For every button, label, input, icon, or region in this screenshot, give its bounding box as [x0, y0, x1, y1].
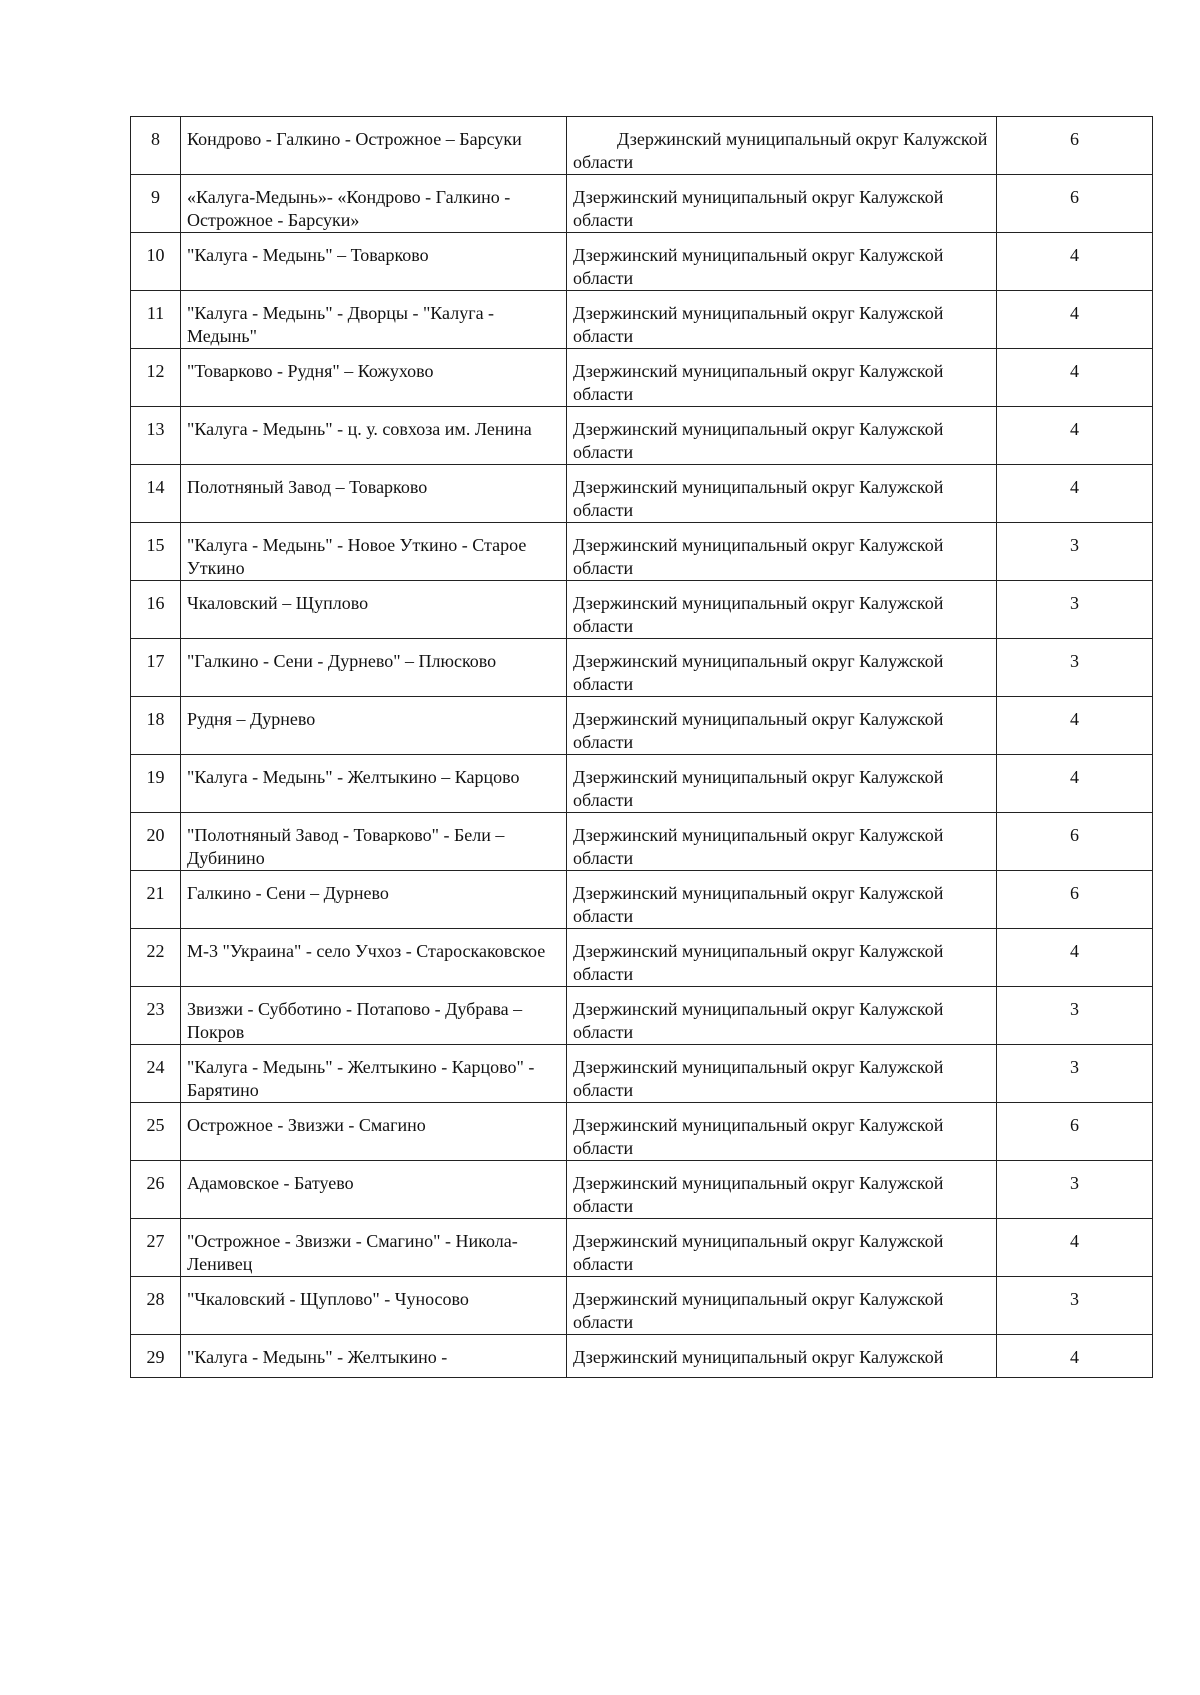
- road-value: 3: [997, 581, 1153, 639]
- road-value: 4: [997, 291, 1153, 349]
- table-row: [131, 639, 1153, 697]
- row-number: 12: [131, 349, 181, 407]
- row-number: 9: [131, 175, 181, 233]
- roads-table: [130, 116, 1153, 1378]
- row-number: 13: [131, 407, 181, 465]
- road-name: «Калуга-Медынь»- «Кондрово - Галкино - Острожное - Барсуки»: [181, 175, 567, 233]
- row-number: 18: [131, 697, 181, 755]
- row-number: 11: [131, 291, 181, 349]
- road-value: 6: [997, 117, 1153, 175]
- road-value: 3: [997, 1277, 1153, 1335]
- table-row: [131, 291, 1153, 349]
- road-value: 3: [997, 1045, 1153, 1103]
- table-row: [131, 349, 1153, 407]
- district-name: Дзержинский муниципальный округ Калужской области: [567, 1045, 997, 1103]
- road-name: "Калуга - Медынь" - Желтыкино - Карцово" - Барятино: [181, 1045, 567, 1103]
- table-row: [131, 813, 1153, 871]
- row-number: 26: [131, 1161, 181, 1219]
- row-number: 28: [131, 1277, 181, 1335]
- district-name: Дзержинский муниципальный округ Калужской области: [567, 1161, 997, 1219]
- row-number: 23: [131, 987, 181, 1045]
- road-value: 4: [997, 349, 1153, 407]
- district-name: Дзержинский муниципальный округ Калужской области: [567, 233, 997, 291]
- district-name: Дзержинский муниципальный округ Калужской области: [567, 871, 997, 929]
- table-row: [131, 697, 1153, 755]
- road-name: М-3 "Украина" - село Учхоз - Староскаковское: [181, 929, 567, 987]
- road-value: 6: [997, 175, 1153, 233]
- road-name: Галкино - Сени – Дурнево: [181, 871, 567, 929]
- road-name: Полотняный Завод – Товарково: [181, 465, 567, 523]
- district-name: Дзержинский муниципальный округ Калужской области: [567, 813, 997, 871]
- row-number: 19: [131, 755, 181, 813]
- road-value: 6: [997, 813, 1153, 871]
- row-number: 29: [131, 1335, 181, 1378]
- row-number: 10: [131, 233, 181, 291]
- table-row: [131, 1277, 1153, 1335]
- district-name: Дзержинский муниципальный округ Калужской области: [567, 639, 997, 697]
- road-value: 4: [997, 755, 1153, 813]
- district-name: Дзержинский муниципальный округ Калужской области: [567, 929, 997, 987]
- row-number: 16: [131, 581, 181, 639]
- row-number: 27: [131, 1219, 181, 1277]
- road-name: "Чкаловский - Щуплово" - Чуносово: [181, 1277, 567, 1335]
- row-number: 22: [131, 929, 181, 987]
- road-name: Кондрово - Галкино - Острожное – Барсуки: [181, 117, 567, 175]
- row-number: 14: [131, 465, 181, 523]
- road-value: 4: [997, 233, 1153, 291]
- road-name: "Товарково - Рудня" – Кожухово: [181, 349, 567, 407]
- road-value: 3: [997, 523, 1153, 581]
- table-row: [131, 175, 1153, 233]
- road-value: 6: [997, 871, 1153, 929]
- row-number: 21: [131, 871, 181, 929]
- district-name: Дзержинский муниципальный округ Калужской области: [567, 407, 997, 465]
- road-name: "Острожное - Звизжи - Смагино" - Никола-Ленивец: [181, 1219, 567, 1277]
- district-name: Дзержинский муниципальный округ Калужской области: [567, 349, 997, 407]
- road-name: Звизжи - Субботино - Потапово - Дубрава – Покров: [181, 987, 567, 1045]
- district-name: Дзержинский муниципальный округ Калужской области: [567, 465, 997, 523]
- table-row: [131, 929, 1153, 987]
- district-name: Дзержинский муниципальный округ Калужской области: [567, 1277, 997, 1335]
- table-row: [131, 755, 1153, 813]
- table-row: [131, 987, 1153, 1045]
- road-name: Острожное - Звизжи - Смагино: [181, 1103, 567, 1161]
- road-name: Чкаловский – Щуплово: [181, 581, 567, 639]
- road-name: "Калуга - Медынь" – Товарково: [181, 233, 567, 291]
- district-name: Дзержинский муниципальный округ Калужской области: [567, 175, 997, 233]
- table-row: [131, 1103, 1153, 1161]
- road-value: 4: [997, 1219, 1153, 1277]
- district-name: Дзержинский муниципальный округ Калужской: [567, 1335, 997, 1378]
- table-row: [131, 1219, 1153, 1277]
- roads-table-body: [131, 117, 1153, 1378]
- table-row: [131, 117, 1153, 175]
- district-name: Дзержинский муниципальный округ Калужской области: [567, 581, 997, 639]
- road-name: "Калуга - Медынь" - Желтыкино – Карцово: [181, 755, 567, 813]
- row-number: 15: [131, 523, 181, 581]
- road-value: 3: [997, 639, 1153, 697]
- table-row: [131, 465, 1153, 523]
- table-row: [131, 1161, 1153, 1219]
- district-name: Дзержинский муниципальный округ Калужской области: [567, 291, 997, 349]
- district-name: Дзержинский муниципальный округ Калужской области: [567, 523, 997, 581]
- table-row: [131, 523, 1153, 581]
- road-value: 4: [997, 407, 1153, 465]
- table-row: [131, 1335, 1153, 1378]
- road-value: 4: [997, 697, 1153, 755]
- road-value: 4: [997, 929, 1153, 987]
- road-value: 6: [997, 1103, 1153, 1161]
- road-value: 4: [997, 1335, 1153, 1378]
- district-name: Дзержинский муниципальный округ Калужской области: [567, 117, 997, 175]
- table-row: [131, 1045, 1153, 1103]
- table-row: [131, 233, 1153, 291]
- road-name: Адамовское - Батуево: [181, 1161, 567, 1219]
- table-row: [131, 581, 1153, 639]
- road-value: 3: [997, 1161, 1153, 1219]
- district-name: Дзержинский муниципальный округ Калужской области: [567, 697, 997, 755]
- row-number: 25: [131, 1103, 181, 1161]
- row-number: 8: [131, 117, 181, 175]
- row-number: 24: [131, 1045, 181, 1103]
- road-name: Рудня – Дурнево: [181, 697, 567, 755]
- road-value: 4: [997, 465, 1153, 523]
- road-name: "Калуга - Медынь" - Новое Уткино - Старое Уткино: [181, 523, 567, 581]
- district-name: Дзержинский муниципальный округ Калужской области: [567, 1219, 997, 1277]
- road-name: "Калуга - Медынь" - ц. у. совхоза им. Ленина: [181, 407, 567, 465]
- road-name: "Галкино - Сени - Дурнево" – Плюсково: [181, 639, 567, 697]
- row-number: 20: [131, 813, 181, 871]
- road-name: "Полотняный Завод - Товарково" - Бели – Дубинино: [181, 813, 567, 871]
- district-name: Дзержинский муниципальный округ Калужской области: [567, 755, 997, 813]
- district-name: Дзержинский муниципальный округ Калужской области: [567, 987, 997, 1045]
- table-row: [131, 871, 1153, 929]
- road-name: "Калуга - Медынь" - Желтыкино -: [181, 1335, 567, 1378]
- table-row: [131, 407, 1153, 465]
- district-name: Дзержинский муниципальный округ Калужской области: [567, 1103, 997, 1161]
- road-value: 3: [997, 987, 1153, 1045]
- row-number: 17: [131, 639, 181, 697]
- road-name: "Калуга - Медынь" - Дворцы - "Калуга - Медынь": [181, 291, 567, 349]
